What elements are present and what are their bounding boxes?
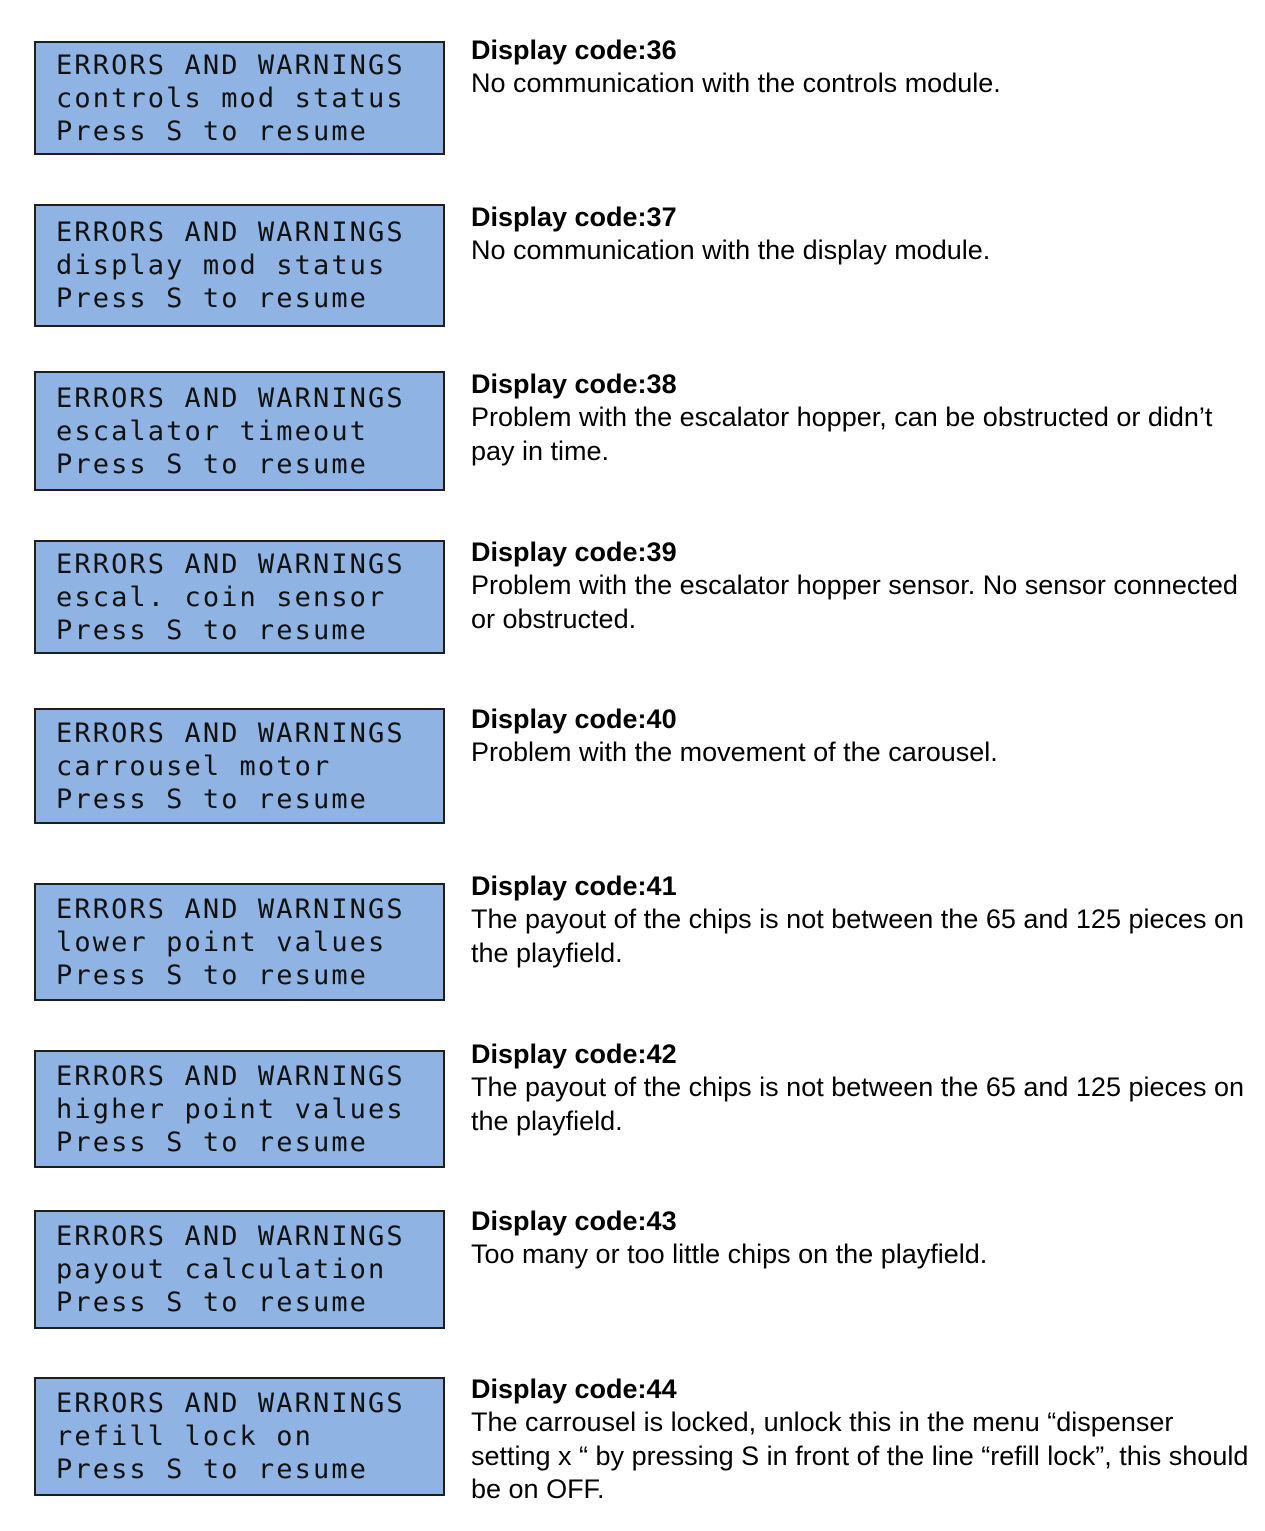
lcd-line: ERRORS AND WARNINGS <box>56 548 405 580</box>
lcd-line: Press S to resume <box>56 1454 369 1485</box>
description-text: The payout of the chips is not between the 65 and 125 pieces on the playfield. <box>471 904 1245 968</box>
lcd-line: Press S to resume <box>56 448 369 480</box>
description-text: The carrousel is locked, unlock this in the menu “dispenser setting x “ by pressing S in front of the line “refill lock”, this should be on OFF. <box>471 1407 1249 1504</box>
description-text: Problem with the escalator hopper, can be obstructed or didn’t pay in time. <box>471 402 1213 466</box>
code-description <box>471 536 1251 636</box>
lcd-line: Press S to resume <box>56 959 369 991</box>
lcd-line: Press S to resume <box>56 283 369 314</box>
lcd-line: escal. coin sensor <box>56 581 387 613</box>
lcd-line: ERRORS AND WARNINGS <box>56 1060 405 1092</box>
description-text: No communication with the controls module. <box>471 68 1001 98</box>
code-description <box>471 1373 1251 1507</box>
lcd-line: payout calculation <box>56 1254 387 1285</box>
code-description <box>471 34 1251 101</box>
display-code-heading: Display code:40 <box>471 704 677 734</box>
description-text: Problem with the escalator hopper sensor. No sensor connected or obstructed. <box>471 570 1238 634</box>
lcd-line: Press S to resume <box>56 783 369 815</box>
code-description <box>471 1205 1251 1272</box>
lcd-line: refill lock on <box>56 1421 313 1452</box>
lcd-display <box>34 371 445 491</box>
code-description <box>471 368 1251 468</box>
lcd-display <box>34 204 445 327</box>
lcd-line: ERRORS AND WARNINGS <box>56 382 405 414</box>
description-text: No communication with the display module. <box>471 235 991 265</box>
code-description <box>471 1038 1251 1138</box>
lcd-line: Press S to resume <box>56 1287 369 1318</box>
code-description <box>471 201 1251 268</box>
lcd-line: display mod status <box>56 250 387 281</box>
lcd-display <box>34 1050 445 1168</box>
display-code-heading: Display code:41 <box>471 871 677 901</box>
display-code-heading: Display code:44 <box>471 1374 677 1404</box>
lcd-line: Press S to resume <box>56 1126 369 1158</box>
lcd-line: escalator timeout <box>56 415 369 447</box>
lcd-display <box>34 1210 445 1329</box>
display-code-heading: Display code:37 <box>471 202 677 232</box>
lcd-line: lower point values <box>56 926 387 958</box>
description-text: Problem with the movement of the carousel. <box>471 737 998 767</box>
lcd-display <box>34 540 445 654</box>
code-description <box>471 870 1251 970</box>
lcd-line: ERRORS AND WARNINGS <box>56 893 405 925</box>
description-text: The payout of the chips is not between the 65 and 125 pieces on the playfield. <box>471 1072 1245 1136</box>
display-code-heading: Display code:43 <box>471 1206 677 1236</box>
lcd-line: controls mod status <box>56 82 405 114</box>
lcd-line: ERRORS AND WARNINGS <box>56 49 405 81</box>
lcd-line: Press S to resume <box>56 614 369 646</box>
lcd-display <box>34 1377 445 1496</box>
display-code-heading: Display code:36 <box>471 35 677 65</box>
lcd-line: Press S to resume <box>56 115 369 147</box>
lcd-line: carrousel motor <box>56 750 332 782</box>
lcd-line: ERRORS AND WARNINGS <box>56 717 405 749</box>
lcd-line: ERRORS AND WARNINGS <box>56 1221 405 1252</box>
lcd-display <box>34 708 445 824</box>
display-code-heading: Display code:39 <box>471 537 677 567</box>
display-code-heading: Display code:38 <box>471 369 677 399</box>
display-code-heading: Display code:42 <box>471 1039 677 1069</box>
description-text: Too many or too little chips on the playfield. <box>471 1239 988 1269</box>
code-description <box>471 703 1251 770</box>
lcd-line: higher point values <box>56 1093 405 1125</box>
lcd-line: ERRORS AND WARNINGS <box>56 1388 405 1419</box>
lcd-display <box>34 883 445 1001</box>
lcd-line: ERRORS AND WARNINGS <box>56 217 405 248</box>
lcd-display <box>34 41 445 155</box>
